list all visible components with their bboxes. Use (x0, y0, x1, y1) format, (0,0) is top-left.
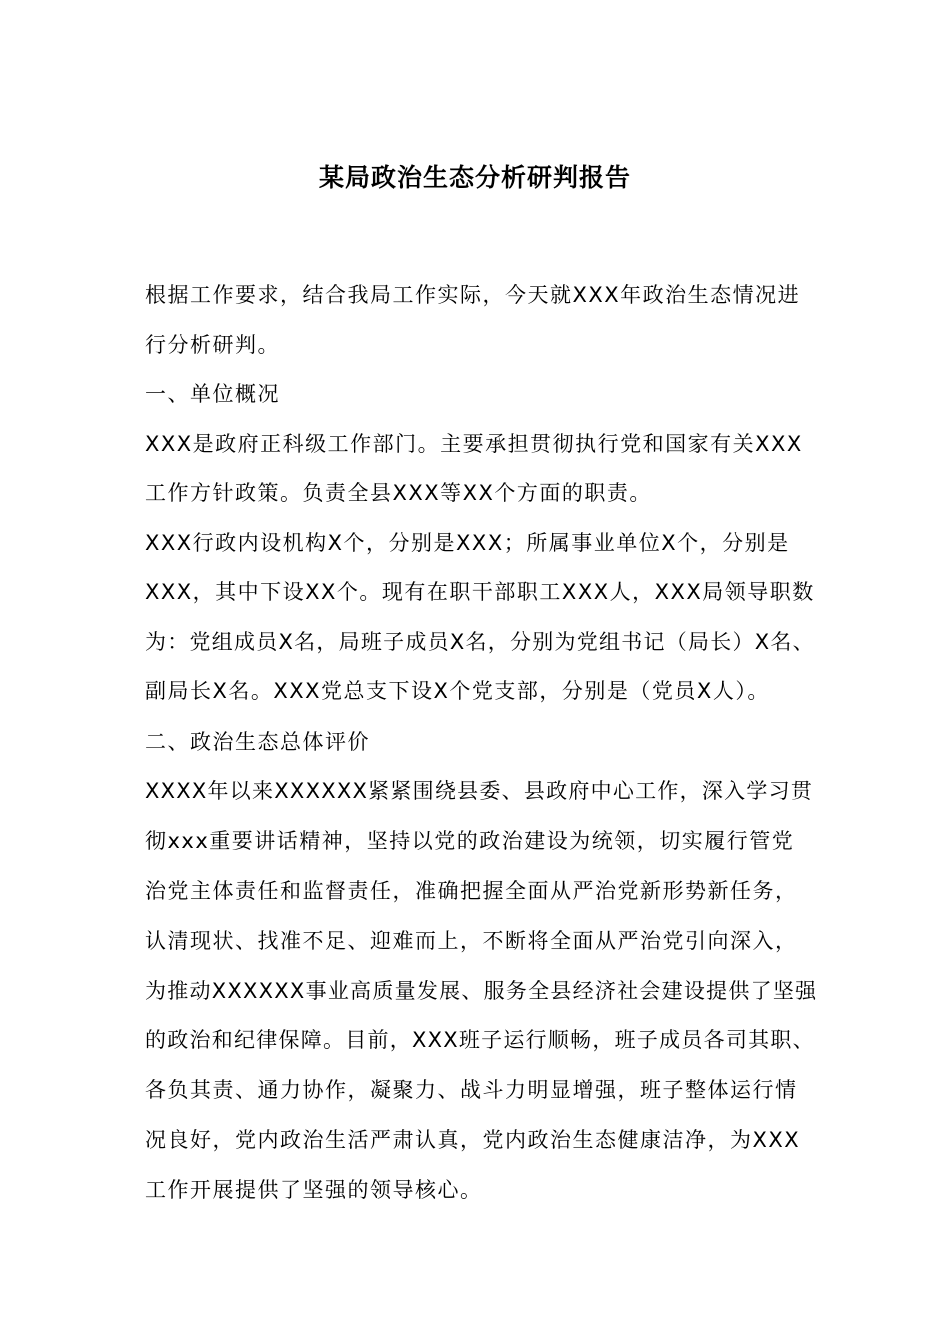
body-line: 治党主体责任和监督责任，准确把握全面从严治党新形势新任务， (145, 879, 798, 903)
body-line: 为：党组成员X名，局班子成员X名，分别为党组书记（局长）X名、 (145, 630, 815, 654)
body-line: 认清现状、找准不足、迎难而上，不断将全面从严治党引向深入， (145, 929, 798, 953)
body-line: 副局长X名。XXX党总支下设X个党支部，分别是（党员X人）。 (145, 679, 770, 703)
section-heading-1: 一、单位概况 (145, 382, 280, 406)
body-line: 彻xxx重要讲话精神，坚持以党的政治建设为统领，切实履行管党 (145, 829, 795, 853)
intro-line-2: 行分析研判。 (145, 333, 280, 357)
body-line: 的政治和纪律保障。目前，XXX班子运行顺畅，班子成员各司其职、 (145, 1028, 815, 1052)
body-line: XXX行政内设机构X个，分别是XXX；所属事业单位X个，分别是 (145, 531, 790, 555)
body-line: 为推动XXXXXX事业高质量发展、服务全县经济社会建设提供了坚强 (145, 979, 818, 1003)
body-line: 况良好，党内政治生活严肃认真，党内政治生态健康洁净，为XXX (145, 1128, 801, 1152)
body-line: XXXX年以来XXXXXX紧紧围绕县委、县政府中心工作，深入学习贯 (145, 779, 814, 803)
body-line: XXX，其中下设XX个。现有在职干部职工XXX人，XXX局领导职数 (145, 580, 815, 604)
section-heading-2: 二、政治生态总体评价 (145, 730, 370, 754)
document-title: 某局政治生态分析研判报告 (318, 163, 631, 192)
body-line: 工作方针政策。负责全县XXX等XX个方面的职责。 (145, 481, 652, 505)
intro-line-1: 根据工作要求，结合我局工作实际，今天就XXX年政治生态情况进 (145, 283, 801, 307)
body-line: 各负其责、通力协作，凝聚力、战斗力明显增强，班子整体运行情 (145, 1078, 798, 1102)
body-line: 工作开展提供了坚强的领导核心。 (145, 1178, 483, 1202)
body-line: XXX是政府正科级工作部门。主要承担贯彻执行党和国家有关XXX (145, 432, 803, 456)
